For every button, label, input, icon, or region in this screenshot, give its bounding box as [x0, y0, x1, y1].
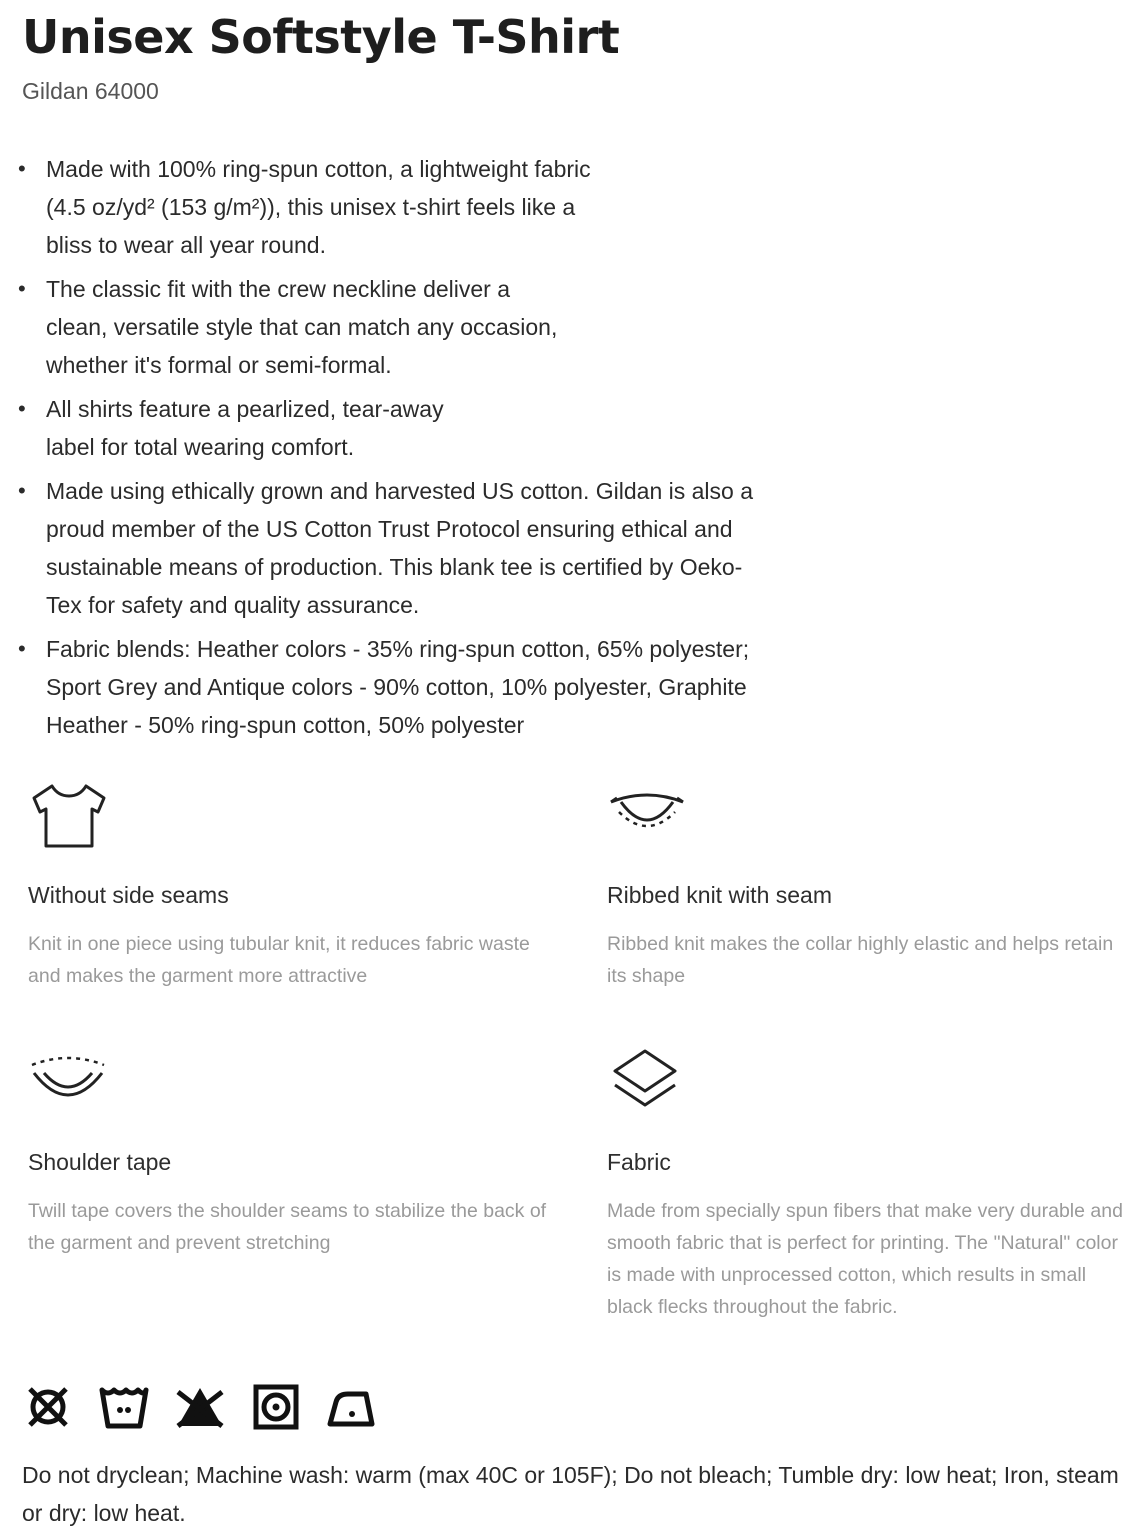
feature-shoulder-tape: [28, 1045, 558, 1275]
bullet-text: Made using ethically grown and harvested US cotton. Gildan is also a proud member of the US Cotton Trust Protocol ensuring ethical and sustainable means of production. This blank tee is certified by Oeko-Tex for safety and quality assurance.: [46, 478, 754, 618]
feature-description: Knit in one piece using tubular knit, it reduces fabric waste and makes the garment more attractive: [28, 933, 530, 987]
iron-low-heat-icon: [326, 1382, 378, 1432]
bullet-item: • Fabric blends: Heather colors - 35% ring-spun cotton, 65% polyester; Sport Grey and Antique colors - 90% cotton, 10% polyester, Graphite Heather - 50% ring-spun cotton, 50% polyester: [18, 636, 750, 738]
feature-ribbed-knit: [607, 778, 1137, 1008]
tshirt-icon: [28, 778, 108, 848]
bullet-text: Made with 100% ring-spun cotton, a lightweight fabric (4.5 oz/yd² (153 g/m²)), this unisex t-shirt feels like a bliss to wear all year round.: [46, 156, 591, 258]
feature-heading: Ribbed knit with seam: [607, 882, 832, 908]
care-icons: [22, 1382, 378, 1432]
tumble-dry-low-icon: [250, 1382, 302, 1432]
collar-icon: [607, 778, 687, 848]
feature-heading: Without side seams: [28, 882, 229, 908]
product-model: Gildan 64000: [22, 78, 159, 104]
feature-fabric: [607, 1045, 1137, 1355]
bullet-text: All shirts feature a pearlized, tear-away label for total wearing comfort.: [46, 396, 444, 460]
bullet-item: • All shirts feature a pearlized, tear-away label for total wearing comfort.: [18, 396, 444, 460]
feature-heading: Fabric: [607, 1149, 671, 1175]
bullet-text: Fabric blends: Heather colors - 35% ring-spun cotton, 65% polyester; Sport Grey and Antique colors - 90% cotton, 10% polyester, Graphite Heather - 50% ring-spun cotton, 50% polyester: [46, 636, 750, 738]
shoulder-tape-icon: [28, 1045, 108, 1115]
feature-description: Twill tape covers the shoulder seams to stabilize the back of the garment and prevent stretching: [28, 1200, 547, 1254]
do-not-dryclean-icon: [22, 1382, 74, 1432]
feature-description: Ribbed knit makes the collar highly elastic and helps retain its shape: [607, 933, 1114, 987]
feature-bullet-list: [18, 150, 818, 750]
fabric-layers-icon: [607, 1045, 687, 1115]
bullet-item: • The classic fit with the crew neckline deliver a clean, versatile style that can match any occasion, whether it's formal or semi-formal.: [18, 276, 558, 378]
page-title: Unisex Softstyle T-Shirt: [22, 10, 620, 64]
bullet-item: • Made with 100% ring-spun cotton, a lightweight fabric (4.5 oz/yd² (153 g/m²)), this unisex t-shirt feels like a bliss to wear all year round.: [18, 156, 591, 258]
feature-description: Made from specially spun fibers that make very durable and smooth fabric that is perfect for printing. The "Natural" color is made with unprocessed cotton, which results in small black flecks throughout the fabric.: [607, 1200, 1123, 1318]
feature-heading: Shoulder tape: [28, 1149, 172, 1175]
machine-wash-warm-icon: [98, 1382, 150, 1432]
do-not-bleach-icon: [174, 1382, 226, 1432]
care-instructions: Do not dryclean; Machine wash: warm (max 40C or 105F); Do not bleach; Tumble dry: low heat; Iron, steam or dry: low heat.: [22, 1462, 1119, 1526]
feature-without-side-seams: [28, 778, 558, 1008]
bullet-text: The classic fit with the crew neckline deliver a clean, versatile style that can match any occasion, whether it's formal or semi-formal.: [46, 276, 558, 378]
bullet-item: • Made using ethically grown and harvested US cotton. Gildan is also a proud member of the US Cotton Trust Protocol ensuring ethical and sustainable means of production. This blank tee is certified by Oeko-Tex for safety and quality assurance.: [18, 478, 754, 618]
